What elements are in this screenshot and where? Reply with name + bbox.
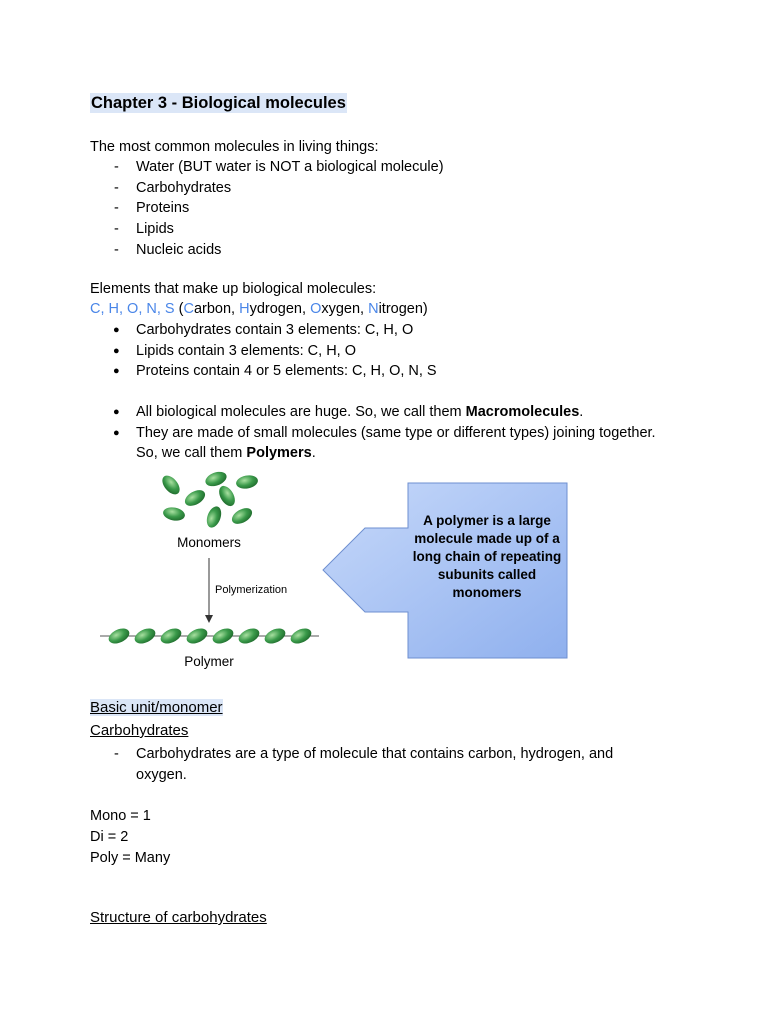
arrow-head-icon bbox=[205, 615, 213, 623]
list-dash: - bbox=[114, 746, 119, 762]
polymer-bead bbox=[288, 625, 313, 646]
list-dash: - bbox=[114, 180, 119, 196]
prefix-mono: Mono = 1 bbox=[90, 808, 151, 824]
bullet-icon: ● bbox=[113, 324, 120, 336]
nitrogen-initial: N bbox=[368, 301, 379, 317]
polymer-bead bbox=[158, 625, 183, 646]
oxygen-initial: O bbox=[310, 301, 322, 317]
carbohydrates-heading: Carbohydrates bbox=[90, 722, 189, 739]
list-item: Water (BUT water is NOT a biological molecule) bbox=[136, 159, 444, 175]
carbon-initial: C bbox=[183, 301, 194, 317]
monomer-bead bbox=[216, 483, 238, 509]
monomer-bead bbox=[235, 474, 259, 491]
list-item: Carbohydrates bbox=[136, 180, 232, 196]
basic-unit-heading bbox=[90, 698, 223, 718]
polymer-bead bbox=[106, 625, 131, 646]
oxygen-rest: xygen, bbox=[321, 301, 369, 317]
elements-line bbox=[90, 299, 428, 319]
monomers-cluster bbox=[159, 470, 259, 530]
polymer-bead bbox=[132, 625, 157, 646]
list-item: Lipids contain 3 elements: C, H, O bbox=[136, 343, 357, 359]
macro-end: . bbox=[579, 404, 584, 420]
monomer-bead bbox=[229, 505, 255, 527]
monomer-bead bbox=[204, 504, 224, 529]
polymers-bullet-line2 bbox=[136, 443, 316, 463]
bullet-icon: ● bbox=[113, 427, 120, 439]
polymers-bullet-line1: They are made of small molecules (same type or different types) joining together. bbox=[136, 425, 656, 441]
monomer-bead bbox=[159, 472, 183, 497]
bullet-icon: ● bbox=[113, 406, 120, 418]
list-dash: - bbox=[114, 221, 119, 237]
list-item: Lipids bbox=[136, 221, 174, 237]
monomer-bead bbox=[203, 470, 228, 489]
prefix-poly: Poly = Many bbox=[90, 850, 171, 866]
paren-open: ( bbox=[178, 301, 184, 317]
macromolecules-bullet bbox=[136, 402, 583, 422]
polymer-label: Polymer bbox=[184, 654, 234, 669]
basic-unit-text: Basic unit/monomer bbox=[90, 699, 223, 716]
hydrogen-initial: H bbox=[239, 301, 250, 317]
element-symbols: C, H, O, N, S bbox=[90, 301, 175, 317]
list-dash: - bbox=[114, 159, 119, 175]
monomer-bead bbox=[162, 506, 186, 523]
elements-heading: Elements that make up biological molecules: bbox=[90, 281, 377, 297]
macro-bold: Macromolecules bbox=[465, 404, 580, 420]
intro-text: The most common molecules in living things: bbox=[90, 139, 379, 155]
polymer-definition: A polymer is a large molecule made up of a long chain of repeating subunits called monomers bbox=[412, 513, 562, 600]
polymer-end: . bbox=[311, 445, 316, 461]
prefix-di: Di = 2 bbox=[90, 829, 129, 845]
hydrogen-rest: ydrogen, bbox=[249, 301, 311, 317]
list-item: Proteins bbox=[136, 200, 190, 216]
carbohydrates-desc-line1: Carbohydrates are a type of molecule that contains carbon, hydrogen, and bbox=[136, 746, 614, 762]
polymer-bead bbox=[236, 625, 261, 646]
polymer-text: So, we call them bbox=[136, 445, 247, 461]
list-item: Carbohydrates contain 3 elements: C, H, O bbox=[136, 322, 414, 338]
macro-text: All biological molecules are huge. So, we call them bbox=[136, 404, 466, 420]
monomer-bead bbox=[182, 487, 208, 509]
list-dash: - bbox=[114, 200, 119, 216]
list-dash: - bbox=[114, 242, 119, 258]
polymer-bold: Polymers bbox=[246, 445, 312, 461]
polymer-bead bbox=[210, 625, 235, 646]
list-item: Proteins contain 4 or 5 elements: C, H, O, N, S bbox=[136, 363, 437, 379]
carbohydrates-desc-line2: oxygen. bbox=[136, 767, 187, 783]
polymer-bead bbox=[184, 625, 209, 646]
bullet-icon: ● bbox=[113, 365, 120, 377]
polymer-bead bbox=[262, 625, 287, 646]
nitrogen-rest: itrogen) bbox=[378, 301, 428, 317]
list-item: Nucleic acids bbox=[136, 242, 222, 258]
structure-heading: Structure of carbohydrates bbox=[90, 909, 267, 926]
page-title: Chapter 3 - Biological molecules bbox=[91, 94, 346, 112]
polymerization-label: Polymerization bbox=[215, 584, 288, 596]
monomers-label: Monomers bbox=[177, 535, 241, 550]
carbon-rest: arbon, bbox=[193, 301, 240, 317]
bullet-icon: ● bbox=[113, 345, 120, 357]
